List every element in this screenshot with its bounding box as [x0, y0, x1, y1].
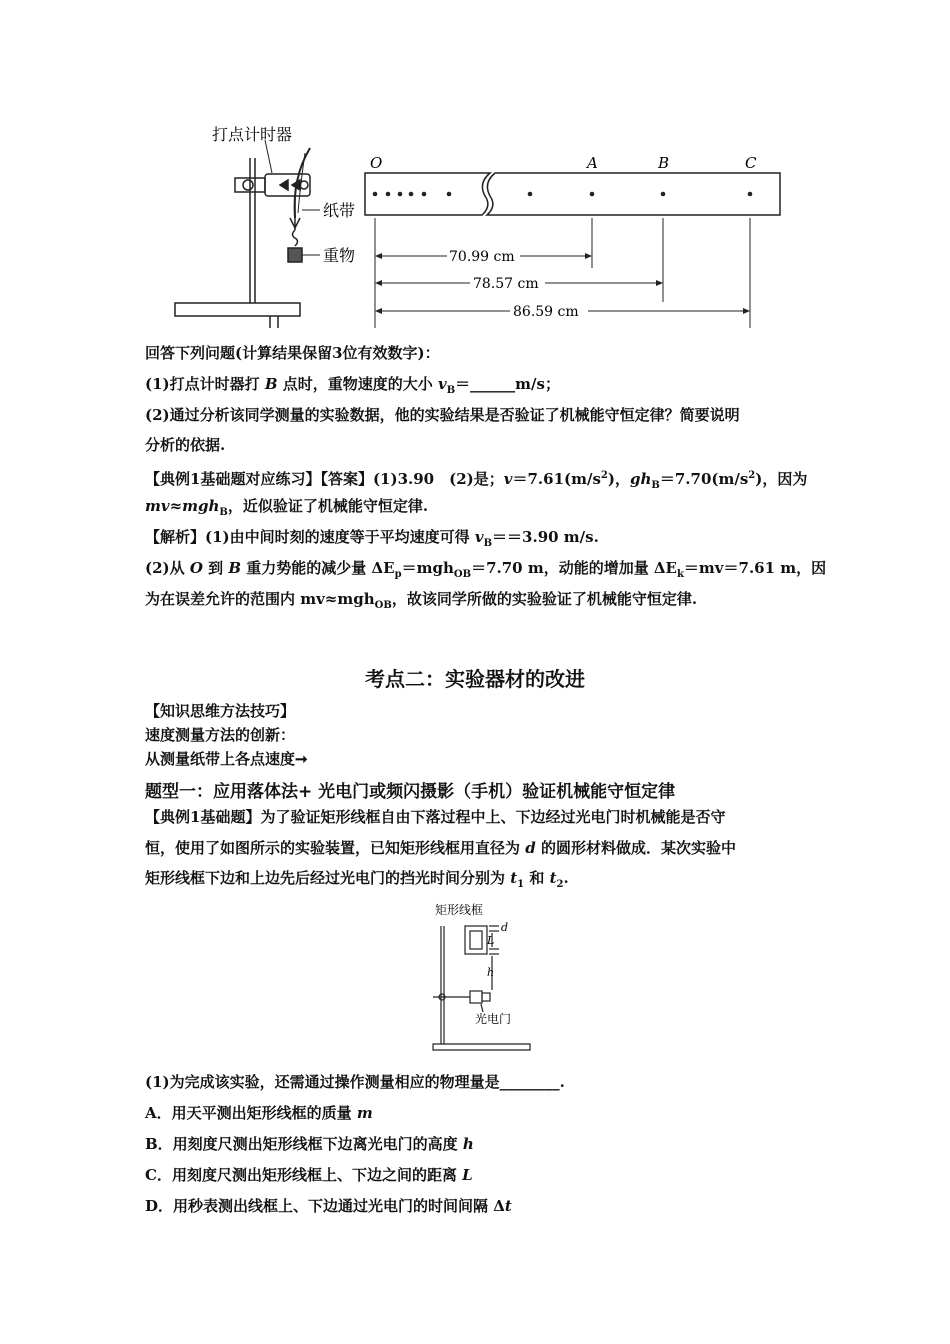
h-label: h: [487, 966, 495, 979]
distance-oa: 70.99 cm: [449, 249, 515, 265]
option-b: B．用刻度尺测出矩形线框下边离光电门的高度 h: [145, 1135, 474, 1153]
from-tape-line: 从测量纸带上各点速度➞: [145, 750, 308, 768]
innovation-line: 速度测量方法的创新：: [145, 726, 296, 744]
example-line-3: 矩形线框下边和上边先后经过光电门的挡光时间分别为 $t_1$ 和 $t_2$.: [145, 869, 569, 890]
point-b-label: B: [658, 154, 670, 172]
analysis-line-2: (2)从 O 到 B 重力势能的减少量 $\Delta E_p=mgh_{OB}=7.70$ m，动能的增加量 $\Delta E_k=mv=7.61$ m，因: [145, 559, 827, 580]
type-title: 题型一：应用落体法+ 光电门或频闪摄影（手机）验证机械能守恒定律: [145, 782, 676, 802]
d-label: d: [501, 921, 509, 934]
l-label: L: [487, 934, 495, 947]
figure-ticker-tape: [160, 118, 800, 338]
answer-line-1: 【典例1基础题对应练习】【答案】(1)3.90 (2)是；$v=7.61(m/s^2)$，$gh_B=7.70(m/s^2)$，因为: [145, 470, 808, 491]
option-d: D．用秒表测出线框上、下边通过光电门的时间间隔 Δt: [145, 1197, 512, 1215]
option-a: A．用天平测出矩形线框的质量 m: [145, 1104, 373, 1122]
option-c: C．用刻度尺测出矩形线框上、下边之间的距离 L: [145, 1166, 473, 1184]
distance-ob: 78.57 cm: [473, 276, 539, 292]
analysis-line-3: 为在误差允许的范围内 mv≈mgh$_{OB}$，故该同学所做的实验验证了机械能守恒定律.: [145, 590, 698, 611]
answer-line-2: mv≈mgh$_B$，近似验证了机械能守恒定律.: [145, 497, 429, 518]
section-title: 考点二：实验器材的改进: [365, 667, 585, 691]
knowledge-tag: 【知识思维方法技巧】: [145, 702, 296, 720]
frame-label: 矩形线框: [435, 903, 484, 917]
point-c-label: C: [745, 154, 757, 172]
analysis-line-1: 【解析】(1)由中间时刻的速度等于平均速度可得 $v_B==3.90$ m/s.: [145, 528, 599, 549]
example-line-1: 【典例1基础题】为了验证矩形线框自由下落过程中上、下边经过光电门时机械能是否守: [145, 808, 726, 826]
question-1: (1)打点计时器打 B 点时，重物速度的大小 $v_B=\_\_\_\_\_\_m/s$；: [145, 375, 560, 396]
timer-label: 打点计时器: [212, 125, 293, 144]
weight-label: 重物: [323, 246, 356, 265]
question-2-line-1: (2)通过分析该同学测量的实验数据，他的实验结果是否验证了机械能守恒定律？简要说明: [145, 406, 740, 424]
example-line-2: 恒，使用了如图所示的实验装置，已知矩形线框用直径为 d 的圆形材料做成．某次实验中: [145, 839, 736, 857]
tape-label: 纸带: [323, 201, 356, 220]
intro-line: 回答下列问题(计算结果保留3位有效数字)：: [145, 344, 440, 362]
distance-oc: 86.59 cm: [513, 304, 579, 320]
question-measure: (1)为完成该实验，还需通过操作测量相应的物理量是________.: [145, 1073, 565, 1091]
point-o-label: O: [370, 154, 383, 172]
gate-label: 光电门: [475, 1012, 512, 1026]
figure-photogate: [425, 898, 545, 1056]
question-2-line-2: 分析的依据.: [145, 436, 226, 454]
point-a-label: A: [587, 154, 598, 172]
